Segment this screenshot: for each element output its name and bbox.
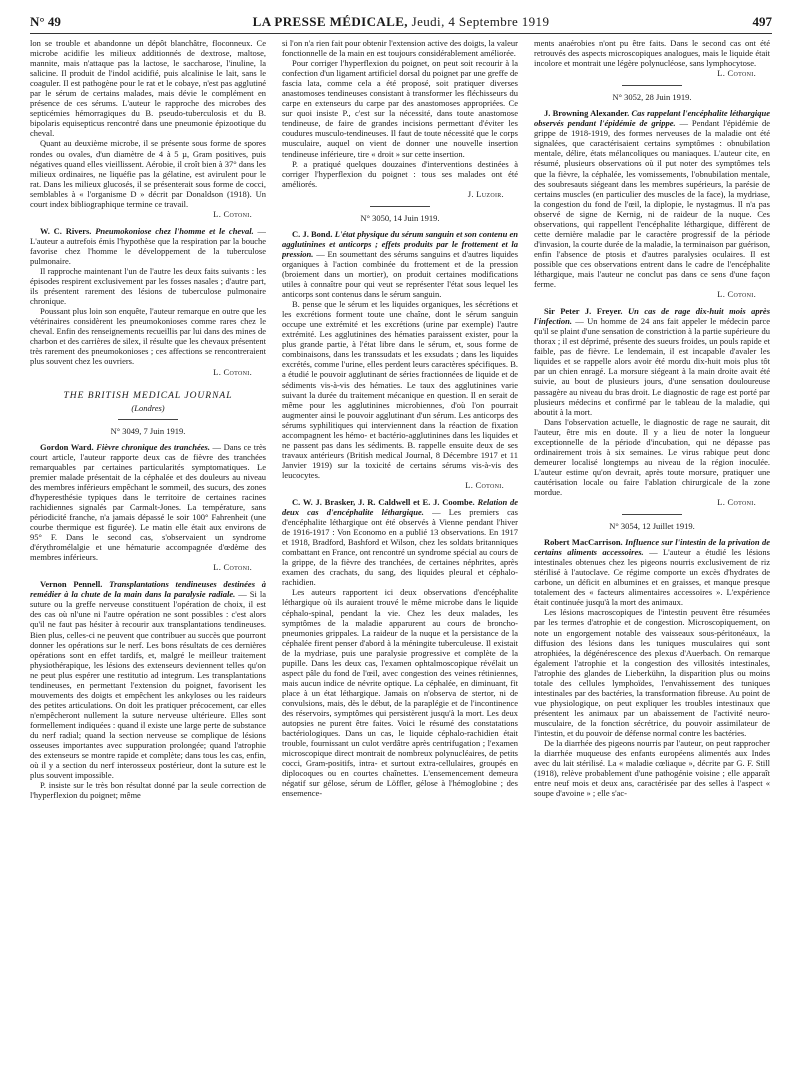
article-author: J. Browning Alexander. — [544, 108, 630, 119]
article-author: W. C. Rivers. — [40, 225, 92, 236]
paragraph: Poussant plus loin son enquête, l'auteur remarque en outre que les vétérinaires considèrent les pneumokonioses comme rares chez le cheval. Enfin des renseignements recueillis par lui dans des mines de charbon et des carrières de silex, il résulte que les chevaux présentent très rarement des pneumokonioses ; ces affections se rencontreraient plus souvent chez les ouvriers. — [30, 306, 266, 367]
article-author: Vernon Pennell. — [40, 579, 103, 590]
paragraph: Les auteurs rapportent ici deux observations d'encéphalite léthargique où ils auraient trouvé le même microbe dans le liquide céphalo-spinal, pendant la vie. Chez les deux malades, les symptômes de la maladie apparurent au cours de broncho-pneumonies grippales. La raideur de la nuque et la persistance de la céphalée firent penser d'abord à la méningite tuberculeuse. Il existait de la mydriase, puis une paralysie progressive et complète de la pupille. Dans les deux cas, l'examen ophtalmoscopique révélait un aspect pâle du fond de l'œil, avec congestion des veines rétiniennes, mais aucun indice de névrite optique. La céphalée, en diminuant, fit place à un état léthargique. Jamais on n'observa de stertor, ni de convulsions, mais, dès le début, de la paraplégie et de l'incontinence des réservoirs, symptômes qui persistèrent jusqu'à la mort. Les deux autopsies ne purent être faites. Voici le résumé des constatations bactériologiques. Dans un cas, le liquide céphalo-rachidien était trouble, fournissant un culot verdâtre après centrifugation ; l'examen microscopique direct montrait de nombreux polynucléaires, de petits cocci, Gram-positifs, intra- et surtout extra-cellulaires, groupés en diplocoques ou en courtes chaînettes. L'ensemencement demeura négatif sur gélose, sérum de Löffler, gélose à l'hémoglobine ; des ensemence- — [282, 587, 518, 799]
article-author: Gordon Ward. — [40, 441, 94, 452]
article-pennell — [30, 579, 266, 800]
signature: L. Cotoni. — [717, 497, 756, 508]
issue-heading: N° 3049, 7 Juin 1919. — [110, 425, 186, 436]
signature: L. Cotoni. — [717, 289, 756, 300]
journal-section-title: THE BRITISH MEDICAL JOURNAL — [63, 390, 233, 401]
article-head — [282, 497, 518, 587]
paragraph: P. a pratiqué quelques douzaines d'interventions destinées à corriger l'hyperflexion du poignet : tous ses malades ont été améliorés. — [282, 158, 518, 189]
paragraph: Les lésions macroscopiques de l'intestin peuvent être résumées par les termes d'atrophie et de congestion. Microscopiquement, on note un engorgement notable des vaisseaux sous-péritonéaux, la diffusion des lésions dans les tuniques musculaires qui sont atrophiées, la dégénérescence des plexus d'Auerbach. On remarque également l'atrophie et la congestion des villosités intestinales, l'atrophie des glandes de Lieberkühn, la disparition plus ou moins totale des cellules lymphoïdes, l'envahissement des tuniques intestinales par des bactéries, la transformation fibreuse. Au point de vue physiologique, on peut expliquer les troubles intestinaux que présentent les animaux par un abaissement de l'activité neuro-musculaire, de la fonction sécrétrice, du pouvoir assimilateur de l'intestin, et du pouvoir de défense normal contre les bactéries. — [534, 607, 770, 738]
paragraph: Quant au deuxième microbe, il se présente sous forme de spores rondes ou ovales, d'un diamètre de 4 à 5 µ, Gram positives, puis négatives quand elles vieillissent. Aérobie, il croît bien à 37° dans les milieux ordinaires, ne liquéfie pas la gélatine, est avirulent pour le rat. Dans les milieux glucosés, il se présenterait sous forme de cocci, semblables à « l'organisme D » décrit par Donaldson (1918). Un court index bibliographique termine ce travail. — [30, 138, 266, 209]
column-left — [30, 38, 266, 1074]
paragraph: Il rapproche maintenant l'un de l'autre les deux faits suivants : les épisodes respirent exclusivement par les fosses nasales ; d'autre part, ils présentent rarement des lésions de tuberculose pulmonaire chronique. — [30, 266, 266, 307]
article-text: — Un homme de 24 ans fait appeler le médecin parce qu'il se plaint d'une sensation de constriction à la partie supérieure du thorax ; il est déprimé, présente des sueurs froides, un pouls rapide et faible, pas de fièvre. Le lendemain, il est incapable d'avaler les liquides et se rappelle alors avoir été mordu dix-huit mois plus tôt par un chien enragé. La morsure siégeant à la main droite avait été suivie, au bout de plusieurs jours, d'une sensation douloureuse passagère au niveau du bras droit. Le diagnostic de rage est porté par plusieurs médecins et confirmé par le tableau de la maladie, qui aboutit à la mort. — [534, 316, 770, 417]
page-header — [30, 14, 772, 32]
article-head — [534, 108, 770, 289]
article-title: Influence sur l'intestin de la privation de certains aliments accessoires. — [534, 537, 770, 558]
article-maccarrison — [534, 537, 770, 798]
journal-name: LA PRESSE MÉDICALE, — [252, 14, 408, 29]
article-freyer — [534, 306, 770, 507]
article-text: — Si la suture ou la greffe nerveuse constituent l'opération de choix, il est des cas où nl'une ni l'autre opération ne sont possibles : c'est alors qu'il ne faut pas hésiter à recourir aux transplantations tendineuses. Bien plus, celles-ci ne peuvent que contribuer au succès que pourront donner les opérations sur le nerf. Les bons résultats de ces dernières opérations sont en effet tardifs, et, malgré le meilleur traitement physiothérapique, les lésions des extenseurs deviennent telles qu'on ne peut plus espérer une restitutio ad integrum. Les transplantations tendineuses, en permettant l'extension du poignet, favorisent les mouvements des doigts et empêchent les ankyloses ou les raideurs des petites articulations. On doit les pratiquer précocement, car elles n'empêcheront nullement la suture nerveuse ultérieure. Elles sont formellement indiquées : quand il existe une large perte de substance du nerf radial; quand la section nerveuse se complique de lésions osseuses importantes avec suppuration prolongée; quand l'atrophie des extenseurs se montre rapide et complète; dans tous les cas, enfin, où il y a section du nerf interosseux postérieur, dont la suture est le plus souvent impossible. — [30, 589, 266, 781]
article-text: — Les premiers cas d'encéphalite léthargique ont été observés à Vienne pendant l'hiver de 1916-1917 : Von Economo en a publié 13 observations. En 1917 et 1918, Bradford, Bashford et Wilson, chez les soldats britanniques combattant en France, ont rencontré un syndrome spécial au cours de la grippe, de la fièvre des tranchées, de certaines néphrites, après examen des crachats, du sang, des liquides pleural et céphalo-rachidien. — [282, 507, 518, 588]
article-text: — Pendant l'épidémie de grippe de 1918-1919, des formes nerveuses de la maladie ont été signalées, que caractérisaient certains symptômes : obnubilation mentale, délire, états mélancoliques ou maniaques. L'auteur cite, en résumé, plusieurs observations où il put noter des symptômes tels que la fièvre, la céphalée, les vomissements, l'obnubilation mentale, des soubresauts siégeant dans les membres supérieurs, la parésie de certains muscles (en particulier des muscles de la face), la mydriase, la congestion du fond de l'œil, la diplopie, le nystagmus. Il n'a pas observé de signe de Kernig, ni de raideur de la nuque. Ces observations, qui rappellent l'encéphalite léthargique, diffèrent de cette dernière maladie par le caractère progressif de la période d'invasion, la courte durée de la maladie, la terminaison par guérison, enfin l'absence de ptosis et d'autres paralysies oculaires. Il est possible que ces observations entrent dans le cadre de l'encéphalite léthargique, mais l'auteur ne conclut pas dans ce sens d'une façon ferme. — [534, 118, 770, 290]
issue-date: Jeudi, 4 Septembre 1919 — [411, 14, 550, 29]
article-head — [30, 442, 266, 563]
article-text: — En soumettant des sérums sanguins et d'autres liquides organiques à l'action combinée du frottement et de la pression (broiement dans un mortier), on produit certaines modifications utiles à connaître pour qui veut se représenter l'état sous lequel les anticorps sont contenus dans le sérum sanguin. — [282, 248, 518, 300]
article-title: Pneumokoniose chez l'homme et le cheval. — [95, 225, 254, 236]
paragraph: Dans l'observation actuelle, le diagnostic de rage ne saurait, dit l'auteur, être mis en doute. Il y a lieu de noter la longueur exceptionnelle de la période d'incubation, qui ne dépasse pas ordinairement trois à six semaines. Le virus rabique peut donc demeurer localisé longtemps au niveau de la région inoculée. L'auteur estime qu'on devrait, après toute morsure, pratiquer une cautérisation locale ou faire l'ablation chirurgicale de la zone mordue. — [534, 416, 770, 497]
issue-number: N° 49 — [30, 14, 61, 29]
article-ward — [30, 442, 266, 573]
article-rivers — [30, 226, 266, 377]
column-right — [534, 38, 770, 1074]
paragraph: P. insiste sur le très bon résultat donné par la seule correction de l'hyperflexion du poignet; même — [30, 780, 266, 801]
article-title: L'état physique du sérum sanguin et son contenu en agglutinines et anticorps ; effets produits par le frottement et la pression. — [282, 228, 518, 259]
article-author: C. J. Bond. — [292, 228, 333, 239]
header-rule — [30, 33, 772, 34]
article-head — [534, 306, 770, 417]
article-title: Un cas de rage dix-huit mois après l'infection. — [534, 306, 770, 327]
article-head — [282, 229, 518, 299]
signature: L. Cotoni. — [717, 68, 756, 79]
article-author: Sir Peter J. Freyer. — [544, 306, 623, 317]
paragraph: si l'on n'a rien fait pour obtenir l'extension active des doigts, la valeur fonctionnelle de la main en est toujours considérablement améliorée. — [282, 38, 518, 59]
section-rule — [622, 85, 682, 86]
article-text: — L'auteur a autrefois émis l'hypothèse que la respiration par la bouche favorise chez l'homme le développement de la tuberculose pulmonaire. — [30, 225, 266, 266]
paragraph: lon se trouble et abandonne un dépôt blanchâtre, floconneux. Ce microbe acidifie les milieux additionnés de dextrose, maltose, mannite, mais n'attaque pas la lactose, le saccharose, l'inuline, la salicine. Il produit de l'indol acidifié, puis alcalinise le lait, sans le coaguler. Il est pathogène pour le rat et le cobaye, n'est pas agglutiné par le sérum de certains malades, mais dévie le complément en présence de ces sérums. L'auteur le rapproche des microbes des septicémies hémorragiques du B. pseudo-tuberculosis et du B. bipolaris equisepticus rencontré dans une pneumonie épizootique du cheval. — [30, 38, 266, 139]
issue-heading: N° 3054, 12 Juillet 1919. — [609, 521, 695, 532]
section-rule — [118, 419, 178, 420]
paragraph: ments anaérobies n'ont pu être faits. Dans le second cas ont été retrouvés des aspects microscopiques analogues, mais le liquide était incolore et montrait une légère polynucléose, sans lymphocytose. — [534, 38, 770, 69]
article-bond — [282, 229, 518, 490]
article-head — [534, 537, 770, 607]
column-middle — [282, 38, 518, 1074]
paragraph: Pour corriger l'hyperflexion du poignet, on peut soit recourir à la confection d'un ligament artificiel dorsal du poignet par une greffe de fascia lata, comme cela a été proposé, soit pratiquer diverses anastomoses tendineuses consistant à transformer les fléchisseurs du carpe en extenseurs du carpe par des anastomoses appropriées. Ce sur quoi insiste P., c'est sur la nécessité, dans toute anastomose tendineuse, de faire de grandes incisions permettant d'éviter les coudures musculo-tendineuses. Il faut de toute nécessité que le corps musculaire, auquel on vient de donner une nouvelle insertion tendineuse inférieure, tire « droit » sur cette insertion. — [282, 58, 518, 159]
article-text: — Dans ce très court article, l'auteur rapporte deux cas de fièvre des tranchées remarquables par certaines particularités symptomatiques. Le premier malade présentait de la céphalée et des douleurs au niveau des membres inférieurs empêchant le sommeil, des sucurs, des zones d'hyperesthésie typiques dans le territoire de certaines racines rachidiennes signalés par Carmalt-Jones. La température, sans périodicité franche, n'a jamais dépassé le soir 100° Fahrenheit (une courbe thermique est figurée). Le matin elle était aux environs de 95° F. Dans le second cas, s'observaient un syndrome d'érythromélalgie et une hématurie accompagnée d'œdème des membres inférieurs. — [30, 441, 266, 563]
article-author: C. W. J. Brasker, J. R. Caldwell et E. J. Coombe. — [292, 497, 475, 508]
article-title: Cas rappelant l'encéphalite léthargique observés pendant l'épidémie de grippe. — [534, 108, 770, 129]
signature: L. Cotoni. — [213, 208, 252, 219]
article-text: — L'auteur a étudié les lésions intestinales obtenues chez les pigeons nourris exclusivement de riz stérilisé à l'autoclave. Ce régime comporte un excès d'hydrates de carbone, un déficit en albumines et en graisses, et manque presque totalement des « facteurs alimentaires accessoires ». L'expérience était continuée jusqu'à la mort des animaux. — [534, 547, 770, 608]
page-number: 497 — [752, 14, 772, 29]
signature: L. Cotoni. — [213, 366, 252, 377]
article-browning — [534, 108, 770, 299]
section-rule — [370, 206, 430, 207]
article-author: Robert MacCarrison. — [544, 537, 623, 548]
article-head — [30, 226, 266, 266]
running-head — [30, 14, 772, 30]
article-title: Relation de deux cas d'encéphalite léthargique. — [282, 497, 518, 518]
journal-city: (Londres) — [131, 402, 165, 413]
paragraph: B. pense que le sérum et les liquides organiques, les sécrétions et les excrétions forment toute une chaîne, dont le sérum sanguin occupe une extrémité et les excrétions (urine par exemple) l'autre extrémité. Les agglutinines des hématies paraissent exister, pour la plus grande partie, à l'état libre dans le sérum, et, sous forme de combinaisons, dans les transsudats et les exsudats ; dans les liquides excrétés, comme l'urine, elles perdent leurs caractères spécifiques. B. a étudié le pouvoir agglutinant de séries fractionnées de liquide et de sédiments vis-à-vis des hématies. Le taux des agglutinines varie suivant la durée du traitement mécanique en question. Il en serait de même pour les agglutinines microbiennes, d'où l'on pourrait augmenter ainsi le pouvoir agglutinant d'un sérum. Les anticorps des sérums syphilitiques qui interviennent dans la réaction de fixation accompagnent les hémo- et bactério-agglutinines dans les liquides et ne passent pas dans les sédiments. B. rappelle ensuite deux de ses travaux antérieurs (British medical Journal, 8 Décembre 1917 et 11 Janvier 1919) sur la toxicité de certains sérums vis-à-vis des leucocytes. — [282, 299, 518, 480]
issue-heading: N° 3052, 28 Juin 1919. — [612, 92, 692, 103]
article-brasker — [282, 497, 518, 798]
signature: L. Cotoni. — [465, 479, 504, 490]
article-title: Transplantations tendineuses destinées à remédier à la chute de la main dans la paralysie radiale. — [30, 579, 266, 600]
signature: L. Cotoni. — [213, 562, 252, 573]
signature: J. Luzoir. — [467, 188, 504, 199]
paragraph: De la diarrhée des pigeons nourris par l'auteur, on peut rapprocher la diarrhée muqueuse des enfants européens alimentés aux Indes avec du lait stérilisé. La « maladie cœliaque », décrite par G. F. Still (1918), relève probablement d'une pathogénie voisine ; elle apparaît entre neuf mois et deux ans, caractérisée par des selles à l'aspect « soupe d'avoine » ; elle s'ac- — [534, 738, 770, 799]
article-title: Fièvre chronique des tranchées. — [96, 441, 210, 452]
article-head — [30, 579, 266, 780]
issue-heading: N° 3050, 14 Juin 1919. — [360, 212, 440, 223]
section-rule — [622, 514, 682, 515]
